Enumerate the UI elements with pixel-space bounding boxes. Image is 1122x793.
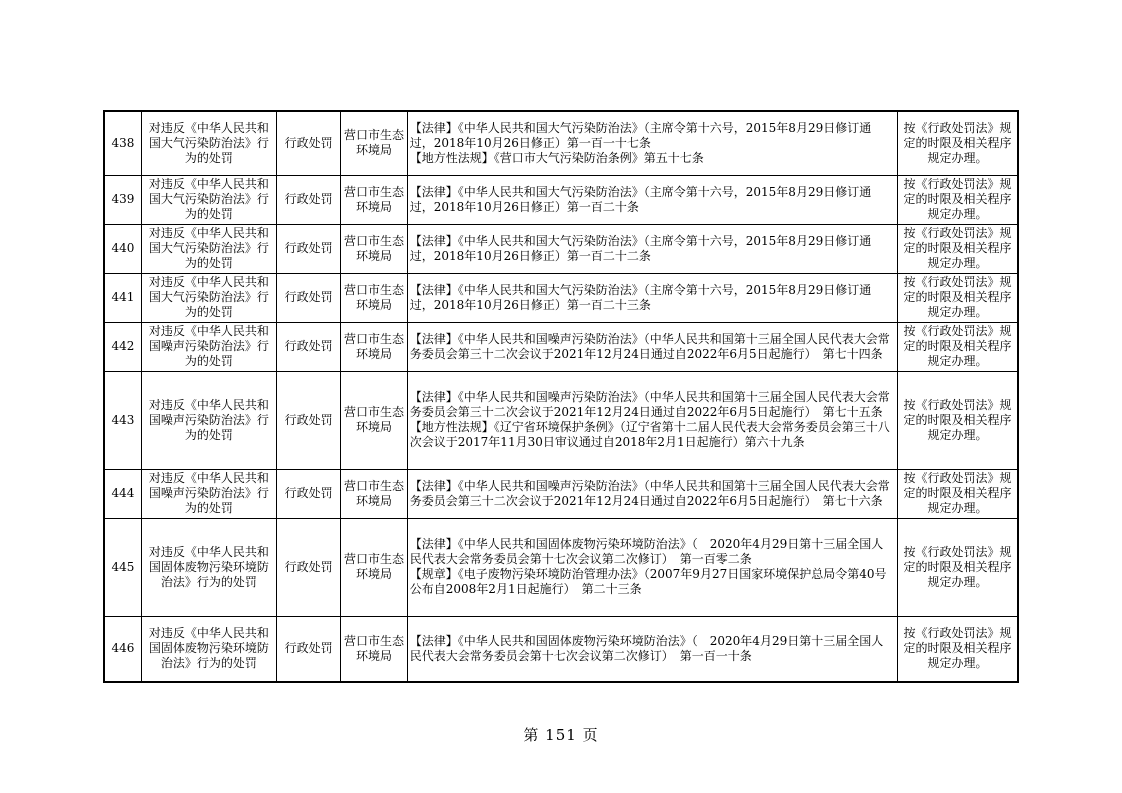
- item-name-cell: 对违反《中华人民共和国噪声污染防治法》行为的处罚: [141, 371, 276, 469]
- time-limit-cell: 按《行政处罚法》规定的时限及相关程序规定办理。: [898, 469, 1019, 518]
- table-row: [104, 371, 1018, 469]
- row-number-cell: 442: [104, 322, 141, 371]
- legal-basis-cell: [407, 175, 897, 224]
- legal-basis-cell: [407, 273, 897, 322]
- department-cell: 营口市生态环境局: [341, 322, 407, 371]
- department-cell: 营口市生态环境局: [341, 273, 407, 322]
- time-limit-cell: 按《行政处罚法》规定的时限及相关程序规定办理。: [898, 273, 1019, 322]
- row-number-cell: 446: [104, 616, 141, 682]
- time-limit-cell: 按《行政处罚法》规定的时限及相关程序规定办理。: [898, 111, 1019, 175]
- time-limit-cell: 按《行政处罚法》规定的时限及相关程序规定办理。: [898, 616, 1019, 682]
- time-limit-cell: 按《行政处罚法》规定的时限及相关程序规定办理。: [898, 371, 1019, 469]
- item-type-cell: 行政处罚: [276, 111, 340, 175]
- legal-basis-line: 【法律】《中华人民共和国大气污染防治法》（主席令第十六号，2015年8月29日修订通过，2018年10月26日修正）第一百二十二条: [409, 233, 872, 263]
- item-name-cell: 对违反《中华人民共和国大气污染防治法》行为的处罚: [141, 175, 276, 224]
- row-number-cell: 445: [104, 518, 141, 616]
- legal-basis-line: 【法律】《中华人民共和国大气污染防治法》（主席令第十六号，2015年8月29日修订通过，2018年10月26日修正）第一百二十条: [409, 184, 872, 214]
- item-name-cell: 对违反《中华人民共和国噪声污染防治法》行为的处罚: [141, 469, 276, 518]
- table-row: [104, 616, 1018, 682]
- legal-basis-line: 【法律】《中华人民共和国噪声污染防治法》（中华人民共和国第十三届全国人民代表大会常务委员会第三十二次会议于2021年12月24日通过自2022年6月5日起施行） 第七十六条: [409, 478, 890, 508]
- item-type-cell: 行政处罚: [276, 322, 340, 371]
- time-limit-cell: 按《行政处罚法》规定的时限及相关程序规定办理。: [898, 322, 1019, 371]
- department-cell: 营口市生态环境局: [341, 371, 407, 469]
- row-number-cell: 439: [104, 175, 141, 224]
- item-name-cell: 对违反《中华人民共和国大气污染防治法》行为的处罚: [141, 111, 276, 175]
- department-cell: 营口市生态环境局: [341, 469, 407, 518]
- legal-basis-line: 【法律】《中华人民共和国大气污染防治法》（主席令第十六号，2015年8月29日修订通过，2018年10月26日修正）第一百二十三条: [409, 282, 872, 312]
- legal-basis-cell: [407, 518, 897, 616]
- time-limit-cell: 按《行政处罚法》规定的时限及相关程序规定办理。: [898, 518, 1019, 616]
- row-number-cell: 438: [104, 111, 141, 175]
- legal-basis-cell: [407, 111, 897, 175]
- item-type-cell: 行政处罚: [276, 469, 340, 518]
- row-number-cell: 440: [104, 224, 141, 273]
- legal-basis-line: 【法律】《中华人民共和国固体废物污染环境防治法》（ 2020年4月29日第十三届全国人民代表大会常务委员会第十七次会议第二次修订） 第一百零二条: [409, 537, 884, 566]
- department-cell: 营口市生态环境局: [341, 175, 407, 224]
- legal-basis-line: 【法律】《中华人民共和国噪声污染防治法》（中华人民共和国第十三届全国人民代表大会常务委员会第三十二次会议于2021年12月24日通过自2022年6月5日起施行） 第七十五条: [409, 390, 890, 419]
- table-row: [104, 224, 1018, 273]
- item-type-cell: 行政处罚: [276, 273, 340, 322]
- table-row: [104, 322, 1018, 371]
- penalty-table-body: [104, 111, 1018, 682]
- time-limit-cell: 按《行政处罚法》规定的时限及相关程序规定办理。: [898, 224, 1019, 273]
- item-type-cell: 行政处罚: [276, 371, 340, 469]
- item-name-cell: 对违反《中华人民共和国固体废物污染环境防治法》行为的处罚: [141, 616, 276, 682]
- item-name-cell: 对违反《中华人民共和国噪声污染防治法》行为的处罚: [141, 322, 276, 371]
- item-type-cell: 行政处罚: [276, 518, 340, 616]
- item-type-cell: 行政处罚: [276, 175, 340, 224]
- legal-basis-line: 【法律】《中华人民共和国噪声污染防治法》（中华人民共和国第十三届全国人民代表大会常务委员会第三十二次会议于2021年12月24日通过自2022年6月5日起施行） 第七十四条: [409, 331, 890, 361]
- department-cell: 营口市生态环境局: [341, 224, 407, 273]
- legal-basis-cell: [407, 616, 897, 682]
- item-name-cell: 对违反《中华人民共和国固体废物污染环境防治法》行为的处罚: [141, 518, 276, 616]
- legal-basis-line: 【法律】《中华人民共和国固体废物污染环境防治法》（ 2020年4月29日第十三届全国人民代表大会常务委员会第十七次会议第二次修订） 第一百一十条: [409, 633, 884, 663]
- item-name-cell: 对违反《中华人民共和国大气污染防治法》行为的处罚: [141, 273, 276, 322]
- table-row: [104, 273, 1018, 322]
- legal-basis-cell: [407, 371, 897, 469]
- row-number-cell: 443: [104, 371, 141, 469]
- item-type-cell: 行政处罚: [276, 224, 340, 273]
- page-number: 第 151 页: [523, 726, 599, 744]
- legal-basis-cell: [407, 469, 897, 518]
- table-row: [104, 175, 1018, 224]
- legal-basis-line: 【规章】《电子废物污染环境防治管理办法》（2007年9月27日国家环境保护总局令第40号公布自2008年2月1日起施行） 第二十三条: [409, 567, 887, 596]
- item-type-cell: 行政处罚: [276, 616, 340, 682]
- department-cell: 营口市生态环境局: [341, 111, 407, 175]
- legal-basis-line: 【地方性法规】《营口市大气污染防治条例》第五十七条: [409, 150, 704, 165]
- penalty-table: [103, 110, 1019, 683]
- row-number-cell: 441: [104, 273, 141, 322]
- legal-basis-cell: [407, 322, 897, 371]
- legal-basis-line: 【法律】《中华人民共和国大气污染防治法》（主席令第十六号，2015年8月29日修订通过，2018年10月26日修正）第一百一十七条: [409, 120, 872, 150]
- item-name-cell: 对违反《中华人民共和国大气污染防治法》行为的处罚: [141, 224, 276, 273]
- table-row: [104, 469, 1018, 518]
- department-cell: 营口市生态环境局: [341, 518, 407, 616]
- legal-basis-line: 【地方性法规】《辽宁省环境保护条例》（辽宁省第十二届人民代表大会常务委员会第三十八次会议于2017年11月30日审议通过自2018年2月1日起施行）第六十九条: [409, 420, 890, 449]
- table-row: [104, 518, 1018, 616]
- row-number-cell: 444: [104, 469, 141, 518]
- legal-basis-cell: [407, 224, 897, 273]
- table-row: [104, 111, 1018, 175]
- time-limit-cell: 按《行政处罚法》规定的时限及相关程序规定办理。: [898, 175, 1019, 224]
- department-cell: 营口市生态环境局: [341, 616, 407, 682]
